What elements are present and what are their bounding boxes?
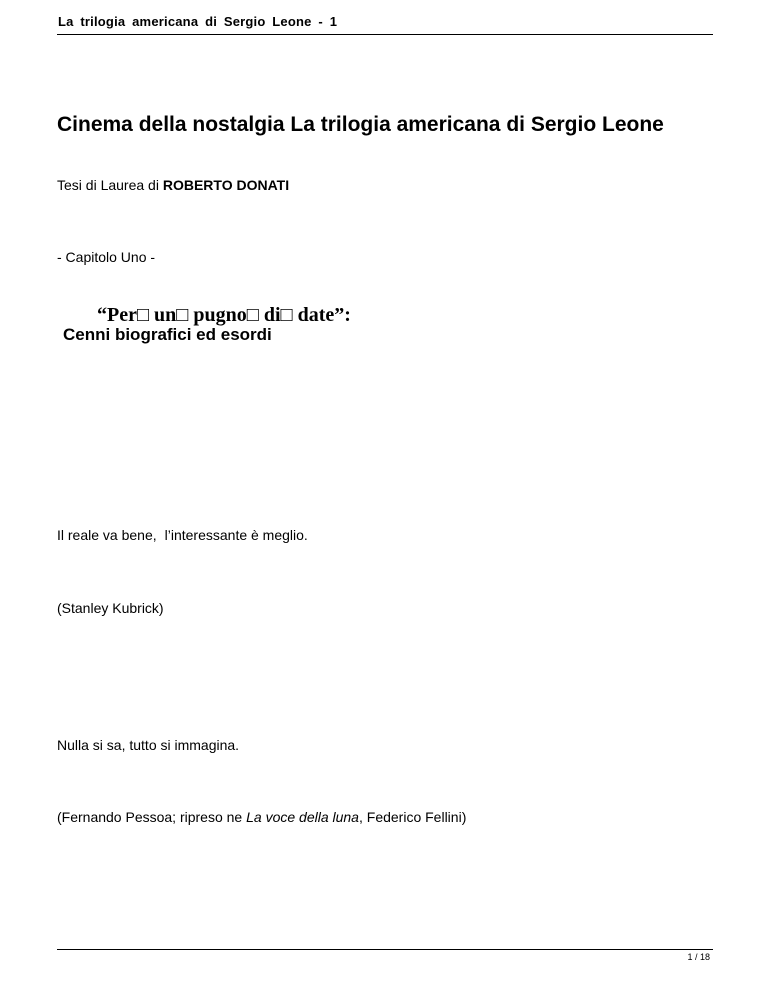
byline xyxy=(57,177,289,193)
chapter-subtitle: Cenni biografici ed esordi xyxy=(63,325,272,344)
epigraph-quote-1-part2: l’interessante è meglio. xyxy=(164,527,308,543)
epigraph-quote-1-part1: Il reale va bene, xyxy=(57,527,157,543)
epigraph-quote-1 xyxy=(57,527,308,543)
epigraph-quote-2: Nulla si sa, tutto si immagina. xyxy=(57,737,240,753)
footer-rule xyxy=(57,949,713,950)
epigraph-attribution-2 xyxy=(57,809,466,825)
byline-prefix: Tesi di Laurea di xyxy=(57,177,159,193)
document-title: Cinema della nostalgia La trilogia americana di Sergio Leone xyxy=(57,113,664,136)
attribution-2-suffix: , Federico Fellini) xyxy=(358,809,467,825)
byline-author: ROBERTO DONATI xyxy=(162,177,290,193)
running-header: La trilogia americana di Sergio Leone - 1 xyxy=(58,14,338,29)
attribution-2-work-title: La voce della luna xyxy=(246,809,359,825)
header-rule xyxy=(57,34,713,35)
chapter-title: “Per□ un□ pugno□ di□ date”: xyxy=(97,304,351,326)
page-number: 1 / 18 xyxy=(687,952,710,962)
attribution-2-prefix: (Fernando Pessoa; ripreso ne xyxy=(57,809,243,825)
epigraph-attribution-1: (Stanley Kubrick) xyxy=(57,600,164,616)
chapter-label: - Capitolo Uno - xyxy=(57,249,156,265)
